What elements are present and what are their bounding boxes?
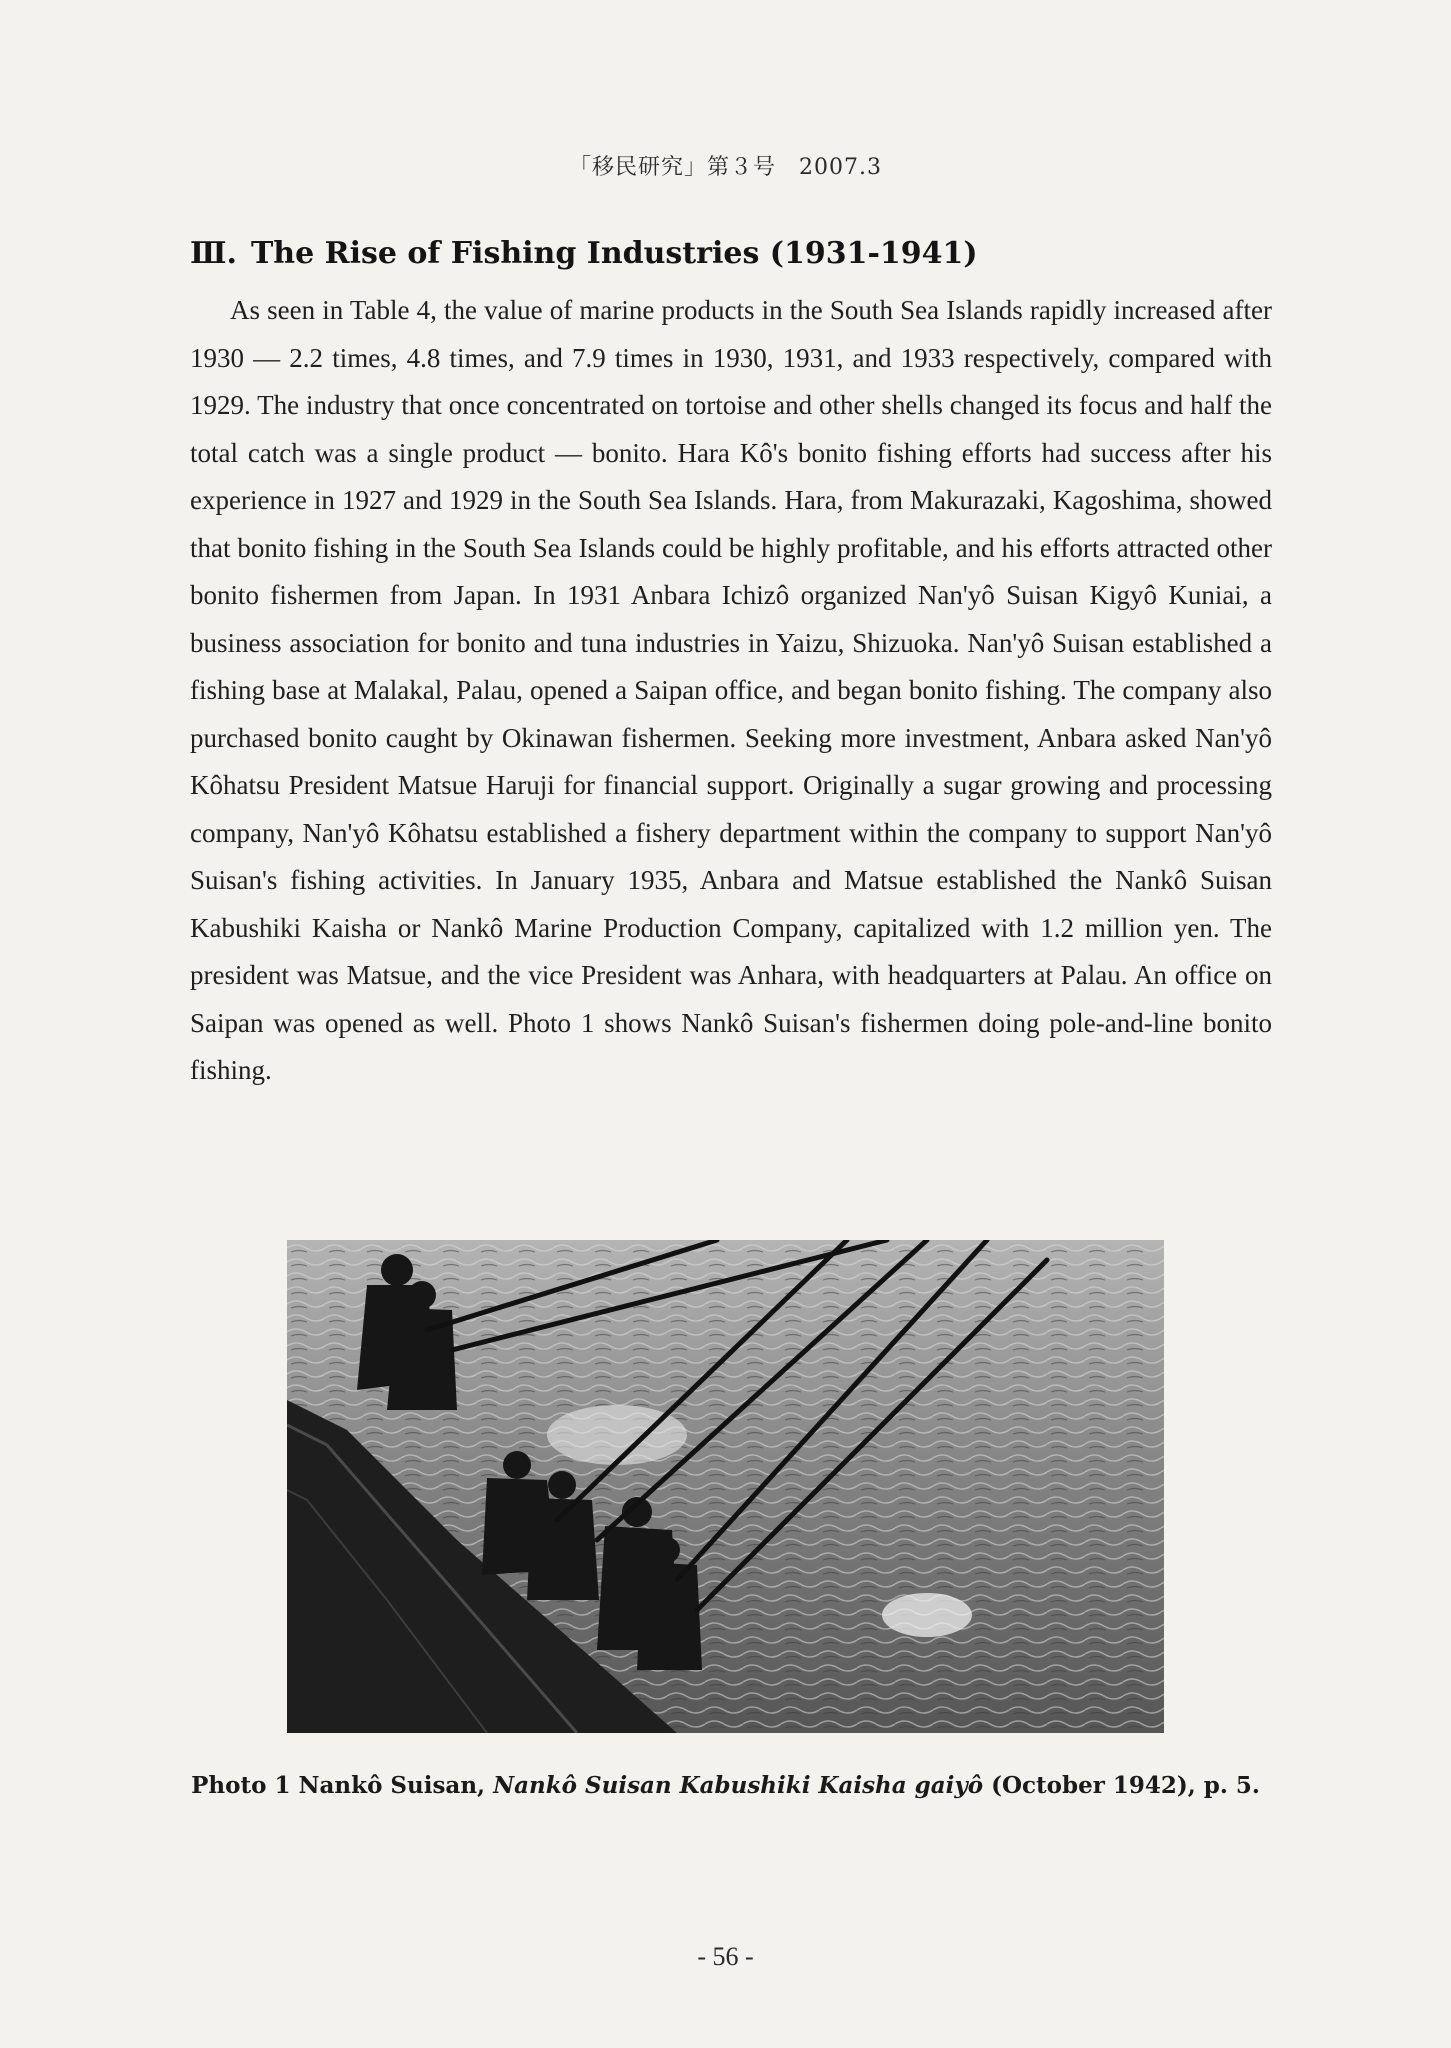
section-title: The Rise of Fishing Industries (1931-1941): [250, 236, 978, 271]
body-text: [190, 287, 1272, 1095]
caption-suffix: (October 1942), p. 5.: [983, 1772, 1260, 1799]
body-paragraph: As seen in Table 4, the value of marine products in the South Sea Islands rapidly increased after 1930 — 2.2 times, 4.8 times, and 7.9 times in 1930, 1931, and 1933 respectively, compared with 1929. The industry that once concentrated on tortoise and other shells changed its focus and half the total catch was a single product — bonito. Hara Kô's bonito fishing efforts had success after his experience in 1927 and 1929 in the South Sea Islands. Hara, from Makurazaki, Kagoshima, showed that bonito fishing in the South Sea Islands could be highly profitable, and his efforts attracted other bonito fishermen from Japan. In 1931 Anbara Ichizô organized Nan'yô Suisan Kigyô Kuniai, a business association for bonito and tuna industries in Yaizu, Shizuoka. Nan'yô Suisan established a fishing base at Malakal, Palau, opened a Saipan office, and began bonito fishing. The company also purchased bonito caught by Okinawan fishermen. Seeking more investment, Anbara asked Nan'yô Kôhatsu President Matsue Haruji for financial support. Originally a sugar growing and processing company, Nan'yô Kôhatsu established a fishery department within the company to support Nan'yô Suisan's fishing activities. In January 1935, Anbara and Matsue established the Nankô Suisan Kabushiki Kaisha or Nankô Marine Production Company, capitalized with 1.2 million yen. The president was Matsue, and the vice President was Anhara, with headquarters at Palau. An office on Saipan was opened as well. Photo 1 shows Nankô Suisan's fishermen doing pole-and-line bonito fishing.: [190, 295, 1272, 1085]
page-number: - 56 -: [697, 1942, 754, 1971]
photo-caption: [0, 1772, 1451, 1799]
photo-1: [287, 1240, 1164, 1733]
caption-source-title: Nankô Suisan Kabushiki Kaisha gaiyô: [493, 1772, 984, 1799]
running-header: 「移民研究」第３号 2007.3: [569, 155, 882, 180]
section-number: Ⅲ.: [190, 236, 237, 271]
caption-prefix: Photo 1 Nankô Suisan,: [191, 1772, 494, 1799]
fishing-photo-illustration: [287, 1240, 1164, 1733]
section-heading: [190, 236, 978, 271]
